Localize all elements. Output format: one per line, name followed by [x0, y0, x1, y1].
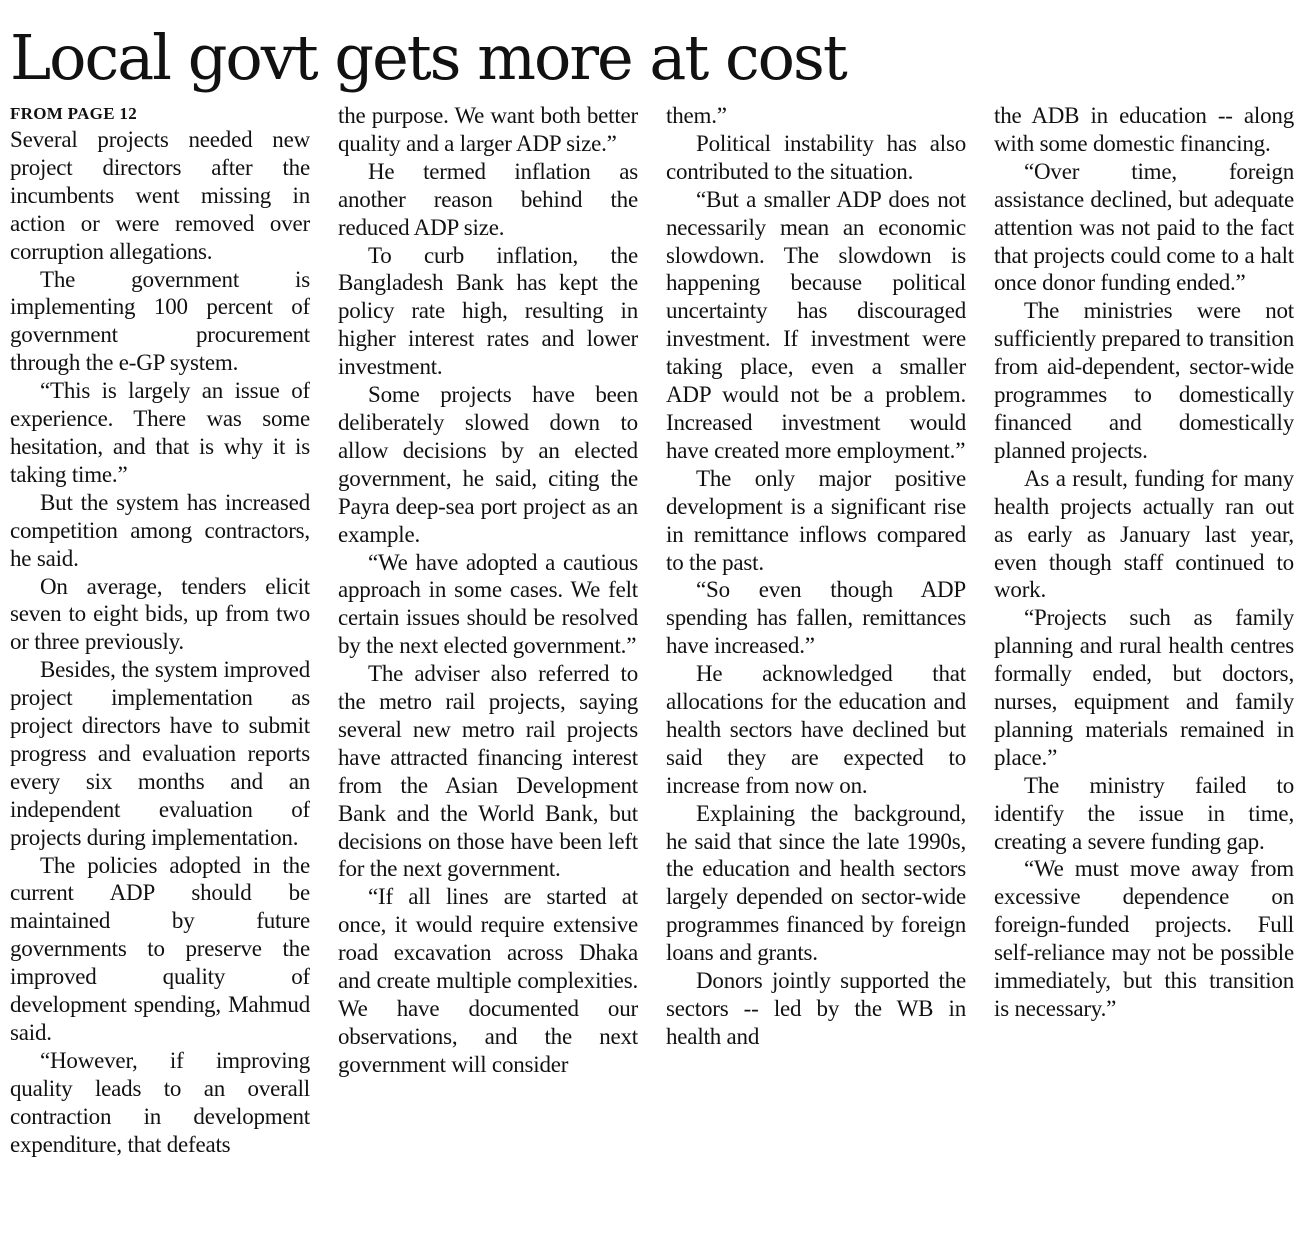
paragraph: Explaining the background, he said that since the late 1990s, the education and health sectors largely depended on sector-wide programmes financed by foreign loans and grants.	[666, 800, 966, 966]
paragraph: them.”	[666, 103, 727, 128]
paragraph: He acknowledged that allocations for the education and health sectors have declined but said they are expected to increase from now on.	[666, 661, 966, 798]
paragraph: “We must move away from excessive dependence on foreign-funded projects. Full self-reliance may not be possible immediately, but this transition is necessary.”	[994, 856, 1294, 1021]
paragraph: “Projects such as family planning and rural health centres formally ended, but doctors, nurses, equipment and family planning materials remained in place.”	[994, 605, 1294, 770]
paragraph: “So even though ADP spending has fallen, remittances have increased.”	[666, 577, 966, 659]
paragraph: “We have adopted a cautious approach in some cases. We felt certain issues should be resolved by the next elected government.”	[338, 549, 638, 659]
paragraph: To curb inflation, the Bangladesh Bank has kept the policy rate high, resulting in higher interest rates and lower investment.	[338, 242, 638, 380]
paragraph: The policies adopted in the current ADP should be maintained by future governments to preserve the improved quality of development spending, Mahmud said.	[10, 852, 310, 1045]
paragraph: But the system has increased competition among contractors, he said.	[10, 489, 310, 571]
paragraph: The ministry failed to identify the issue in time, creating a severe funding gap.	[994, 772, 1294, 854]
paragraph: the purpose. We want both better quality and a larger ADP size.”	[338, 103, 638, 156]
paragraph: “Over time, foreign assistance declined, but adequate attention was not paid to the fact that projects could come to a halt once donor funding ended.”	[994, 158, 1294, 296]
paragraph: “If all lines are started at once, it would require extensive road excavation across Dhaka and create multiple complexities. We have documented our observations, and the next government will consider	[338, 884, 638, 1077]
paragraph: Some projects have been deliberately slowed down to allow decisions by an elected government, he said, citing the Payra deep-sea port project as an example.	[338, 382, 638, 547]
paragraph: Donors jointly supported the sectors -- led by the WB in health and	[666, 968, 966, 1049]
paragraph: The ministries were not sufficiently prepared to transition from aid-dependent, sector-wide programmes to domestically financed and domestically planned projects.	[994, 298, 1294, 463]
paragraph: “This is largely an issue of experience. There was some hesitation, and that is why it is taking time.”	[10, 378, 310, 487]
paragraph: He termed inflation as another reason behind the reduced ADP size.	[338, 158, 638, 240]
headline: Local govt gets more at cost	[10, 21, 846, 94]
article-column-3	[666, 102, 966, 1252]
paragraph: “However, if improving quality leads to an overall contraction in development expenditure, that defeats	[10, 1047, 310, 1157]
paragraph: The adviser also referred to the metro rail projects, saying several new metro rail projects have attracted financing interest from the Asian Development Bank and the World Bank, but decisions on those have been left for the next government.	[338, 661, 638, 882]
paragraph: On average, tenders elicit seven to eight bids, up from two or three previously.	[10, 573, 310, 655]
paragraph: The only major positive development is a significant rise in remittance inflows compared to the past.	[666, 465, 966, 575]
article-column-1	[10, 102, 310, 1252]
continuation-kicker: FROM PAGE 12	[10, 104, 137, 123]
paragraph: The government is implementing 100 percent of government procurement through the e-GP system.	[10, 266, 310, 376]
paragraph: the ADB in education -- along with some domestic financing.	[994, 103, 1294, 156]
article-column-4	[994, 102, 1294, 1252]
paragraph: “But a smaller ADP does not necessarily mean an economic slowdown. The slowdown is happening because political uncertainty has discouraged investment. If investment were taking place, even a smaller ADP would not be a problem. Increased investment would have created more employment.”	[666, 186, 966, 463]
paragraph: Several projects needed new project directors after the incumbents went missing in action or were removed over corruption allegations.	[10, 127, 310, 264]
article-body	[10, 102, 1296, 1252]
paragraph: As a result, funding for many health projects actually ran out as early as January last year, even though staff continued to work.	[994, 465, 1294, 603]
paragraph: Political instability has also contributed to the situation.	[666, 130, 966, 184]
paragraph: Besides, the system improved project implementation as project directors have to submit progress and evaluation reports every six months and an independent evaluation of projects during implementation.	[10, 657, 310, 850]
article-column-2	[338, 102, 638, 1252]
